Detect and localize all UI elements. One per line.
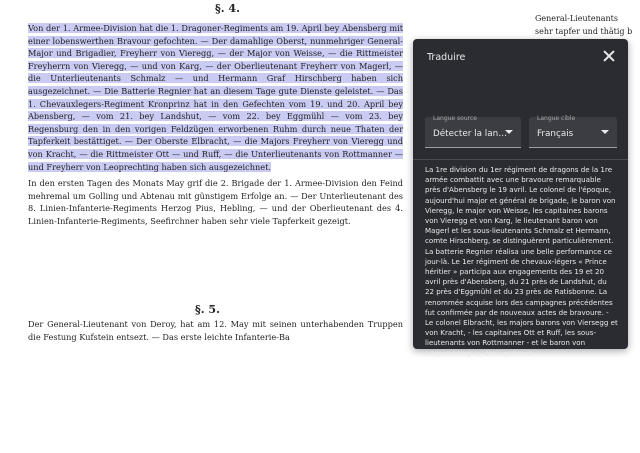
section-number-5: §. 5. — [195, 303, 220, 316]
document-body — [28, 22, 403, 230]
translation-text: La 1re division du 1er régiment de dragons de la 1re armée combattit avec une bravoure remarquable près d'Abensberg le 19 avril. Le colonel de l'époque, aujourd'hui major et général de brigade, le baron von Vieregg, le major von Weisse, les capitaines barons von Vieregg et von Karg, le lieutenant baron von Magerl et les sous-lieutenants Schmalz et Hermann, comte Hirschberg, se distinguèrent particulièrement. La batterie Regnier réalisa une belle performance ce jour-là. Le 1er régiment de chevaux-légers « Prince héritier » participa aux engagements des 19 et 20 avril près d'Abensberg, du 21 près de Landshut, du 22 près d'Eggmühl et du 23 près de Ratisbonne. La renommée acquise lors des campagnes précédentes fut confirmée par de nouveaux actes de bravoure. - Le colonel Elbracht, les majors barons von Viersegg et von Kracht, - les capitaines Ott et Ruff, les sous-lieutenants von Rottmanner - et le baron von Leoprechting se distinguèrent. — [425, 165, 618, 358]
panel-title: Traduire — [427, 52, 466, 63]
panel-divider — [413, 159, 628, 160]
translate-panel — [413, 39, 628, 358]
close-icon[interactable] — [602, 49, 616, 63]
source-language-select[interactable] — [425, 117, 521, 148]
paragraph-2: In den ersten Tagen des Monats May grif die 2. Brigade der 1. Armee-Division den Feind mehremal um Golling und Abtenau mit günstigem Erfolge an. — Der Unterlieutenant des 8. Linien-Infanterie-Regiments Herzog Pius, Hebling, — und der Oberlieutenant des 4. Linien-Infanterie-Regiments, Seefirchner haben sehr viele Tapferkeit gezeigt. — [28, 178, 403, 226]
source-language-label: Langue source — [433, 115, 477, 122]
text-selection[interactable]: Von der 1. Armee-Division hat die 1. Dragoner-Regiments am 19. April bey Abensberg mit einer lobenswerthen Bravour gefochten. — Der damahlige Oberst, nunmehriger General-Major und Brigadier, Freyherr von Vieregg, — der Major von Weisse, — die Rittmeister Freyherrn von Vieregg, — und von Karg, — der Oberlieutenant Freyherr von Magerl, — die Unterlieutenants Schmalz — und Hermann Graf Hirschberg haben sich ausgezeichnet. — Die Batterie Regnier hat an diesem Tage gute Dienste geleistet. — Das 1. Chevauxlegers-Regiment Kronprinz hat in den Gefechten vom 19. und 20. April bey Abensberg, — vom 21. bey Landshut, — vom 22. bey Eggmühl — vom 23. bey Regensburg den in den vorigen Feldzügen erworbenen Ruhm durch neue Thaten der Tapferkeit bestättiget. — Der Oberste Elbracht, — die Majors Freyherr von Vieregg und von Kracht, — die Rittmeister Ott — und Ruff, — die Unterlieutenants von Rottmanner — und Freyherr von Leoprechting haben sich ausgezeichnet. — [28, 23, 403, 172]
corner-line-1: General-Lieutenants — [535, 14, 618, 23]
chevron-down-icon — [505, 130, 513, 134]
adjacent-page-fragment — [535, 12, 640, 38]
document-body-2 — [28, 318, 403, 345]
source-language-value: Détecter la lan… — [433, 129, 507, 139]
selected-paragraph[interactable] — [28, 22, 403, 173]
target-language-value: Français — [537, 129, 574, 139]
chevron-down-icon — [601, 130, 609, 134]
section-number-4: §. 4. — [215, 2, 240, 15]
target-language-select[interactable] — [529, 117, 617, 148]
paragraph-3: Der General-Lieutenant von Deroy, hat am 12. May mit seinen unterhabenden Truppen die Festung Kufstein entsezt. — Das erste leichte Infanterie-Ba — [28, 319, 403, 342]
corner-line-2: sehr tapfer und thätig b — [535, 27, 633, 36]
target-language-label: Langue cible — [537, 115, 576, 122]
